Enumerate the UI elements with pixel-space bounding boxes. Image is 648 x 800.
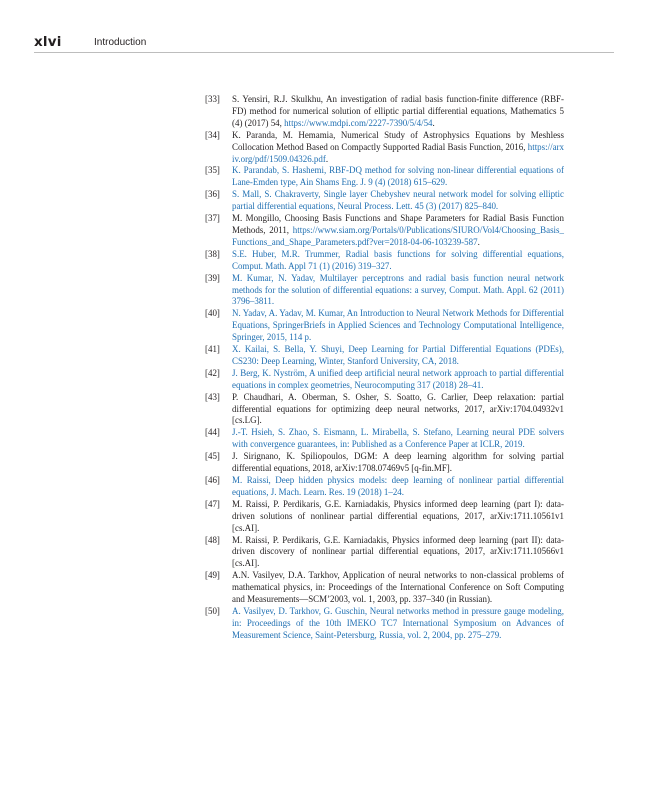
reference-number: [44] [205,427,220,438]
reference-trailing-punctuation: . [477,236,480,247]
reference-entry [205,130,564,166]
reference-text[interactable]: N. Yadav, A. Yadav, M. Kumar, An Introduction to Neural Network Methods for Differential Equations, SpringerBriefs in Applied Sciences and Technology Computational Intelligence, Springer, 2015, 114 p. [232,308,564,343]
reference-entry [205,570,564,606]
reference-entry[interactable] [205,475,564,499]
reference-text: A.N. Vasilyev, D.A. Tarkhov, Application of neural networks to non-classical problems of mathematical physics, in: Proceedings of the International Conference on Soft Computing and Measurements—SCM’2003, vol. 1, 2003, pp. 337–340 (in Russian). [232,570,564,605]
reference-entry [205,94,564,130]
reference-url-link[interactable]: https://arxiv.org/pdf/1509.04326.pdf [232,141,564,164]
reference-entry[interactable] [205,344,564,368]
reference-entry[interactable] [205,189,564,213]
reference-text[interactable]: J. Berg, K. Nyström, A unified deep artificial neural network approach to partial differential equations in complex geometries, Neurocomputing 317 (2018) 28–41. [232,367,564,390]
reference-text: M. Mongillo, Choosing Basis Functions and Shape Parameters for Radial Basis Function Methods, 2011, [232,213,564,235]
page-header [34,34,614,54]
reference-number: [47] [205,498,220,509]
reference-entry[interactable] [205,165,564,189]
reference-number: [45] [205,451,220,462]
reference-text: S. Yensiri, R.J. Skulkhu, An investigation of radial basis function-finite difference (RBF-FD) method for numerical solution of elliptic partial differential equations, Mathematics 5 (4) (2017) 54, [232,94,564,128]
reference-text: M. Raissi, P. Perdikaris, G.E. Karniadakis, Physics informed deep learning (part I): data-driven solutions of nonlinear partial differential equations, 2017, arXiv:1711.10561v1 [cs.AI]. [232,498,564,533]
reference-number: [48] [205,534,220,545]
reference-number: [33] [205,94,220,104]
reference-number: [34] [205,129,220,140]
reference-trailing-punctuation: . [432,117,435,128]
reference-number: [37] [205,213,220,224]
reference-text: J. Sirignano, K. Spiliopoulos, DGM: A deep learning algorithm for solving partial differential equations, 2018, arXiv:1708.07469v5 [q-fin.MF]. [232,451,564,474]
page-number: xlvi [34,34,62,50]
reference-entry [205,392,564,428]
reference-entry[interactable] [205,368,564,392]
reference-number: [35] [205,165,220,176]
reference-entry [205,499,564,535]
reference-text[interactable]: M. Kumar, N. Yadav, Multilayer perceptrons and radial basis function neural network methods for the solution of differential equations: a survey, Comput. Math. Appl. 62 (2011) 3796–3811. [232,272,564,307]
reference-number: [50] [205,605,220,616]
reference-text[interactable]: A. Vasilyev, D. Tarkhov, G. Guschin, Neural networks method in pressure gauge modeling, in: Proceedings of the 10th IMEKO TC7 International Symposium on Advances of Measurement Science, Saint-Petersburg, Russia, vol. 2, 2004, pp. 275–279. [232,605,564,640]
reference-text: P. Chaudhari, A. Oberman, S. Osher, S. Soatto, G. Carlier, Deep relaxation: partial differential equations for optimizing deep neural networks, 2017, arXiv:1704.04932v1 [cs.LG]. [232,391,564,426]
reference-entry [205,535,564,571]
reference-number: [42] [205,367,220,378]
reference-number: [46] [205,475,220,485]
reference-url-link[interactable]: https://www.siam.org/Portals/0/Publications/SIURO/Vol4/Choosing_Basis_Functions_and_Shape_Parameters.pdf?ver=2018-04-06-103239-587 [232,224,564,247]
reference-entry[interactable] [205,427,564,451]
reference-text[interactable]: S. Mall, S. Chakraverty, Single layer Chebyshev neural network model for solving elliptic partial differential equations, Neural Process. Lett. 45 (3) (2017) 825–840. [232,189,564,212]
header-rule [34,52,614,53]
reference-text[interactable]: M. Raissi, Deep hidden physics models: deep learning of nonlinear partial differential equations, J. Mach. Learn. Res. 19 (2018) 1–24. [232,475,564,497]
reference-trailing-punctuation: . [325,153,329,164]
reference-number: [36] [205,189,220,200]
reference-number: [40] [205,308,220,319]
reference-number: [38] [205,248,220,259]
reference-number: [43] [205,391,220,402]
reference-text: M. Raissi, P. Perdikaris, G.E. Karniadakis, Physics informed deep learning (part II): data-driven discovery of nonlinear partial differential equations, 2017, arXiv:1711.10566v1 [cs.AI]. [232,534,564,569]
running-title: Introduction [94,37,147,48]
reference-number: [39] [205,272,220,283]
reference-text[interactable]: X. Kailai, S. Bella, Y. Shuyi, Deep Learning for Partial Differential Equations (PDEs), CS230: Deep Learning, Winter, Stanford University, CA, 2018. [232,344,564,366]
reference-entry [205,451,564,475]
reference-entry[interactable] [205,308,564,344]
reference-text[interactable]: S.E. Huber, M.R. Trummer, Radial basis functions for solving differential equations, Comput. Math. Appl 71 (1) (2016) 319–327. [232,248,564,271]
reference-list [205,94,564,642]
reference-entry[interactable] [205,249,564,273]
reference-number: [41] [205,344,220,355]
reference-text[interactable]: J.-T. Hsieh, S. Zhao, S. Eismann, L. Mirabella, S. Stefano, Learning neural PDE solvers with convergence guarantees, in: Published as a Conference Paper at ICLR, 2019. [232,427,564,450]
reference-text[interactable]: K. Parandab, S. Hashemi, RBF-DQ method for solving non-linear differential equations of Lane-Emden type, Ain Shams Eng. J. 9 (4) (2018) 615–629. [232,165,564,188]
reference-entry[interactable] [205,273,564,309]
reference-entry [205,213,564,249]
reference-number: [49] [205,570,220,581]
reference-text: K. Paranda, M. Hemamia, Numerical Study of Astrophysics Equations by Meshless Collocation Method Based on Compactly Supported Radial Basis Function, 2016, [232,129,564,152]
reference-entry[interactable] [205,606,564,642]
reference-url-link[interactable]: https://www.mdpi.com/2227-7390/5/4/54 [284,117,433,128]
